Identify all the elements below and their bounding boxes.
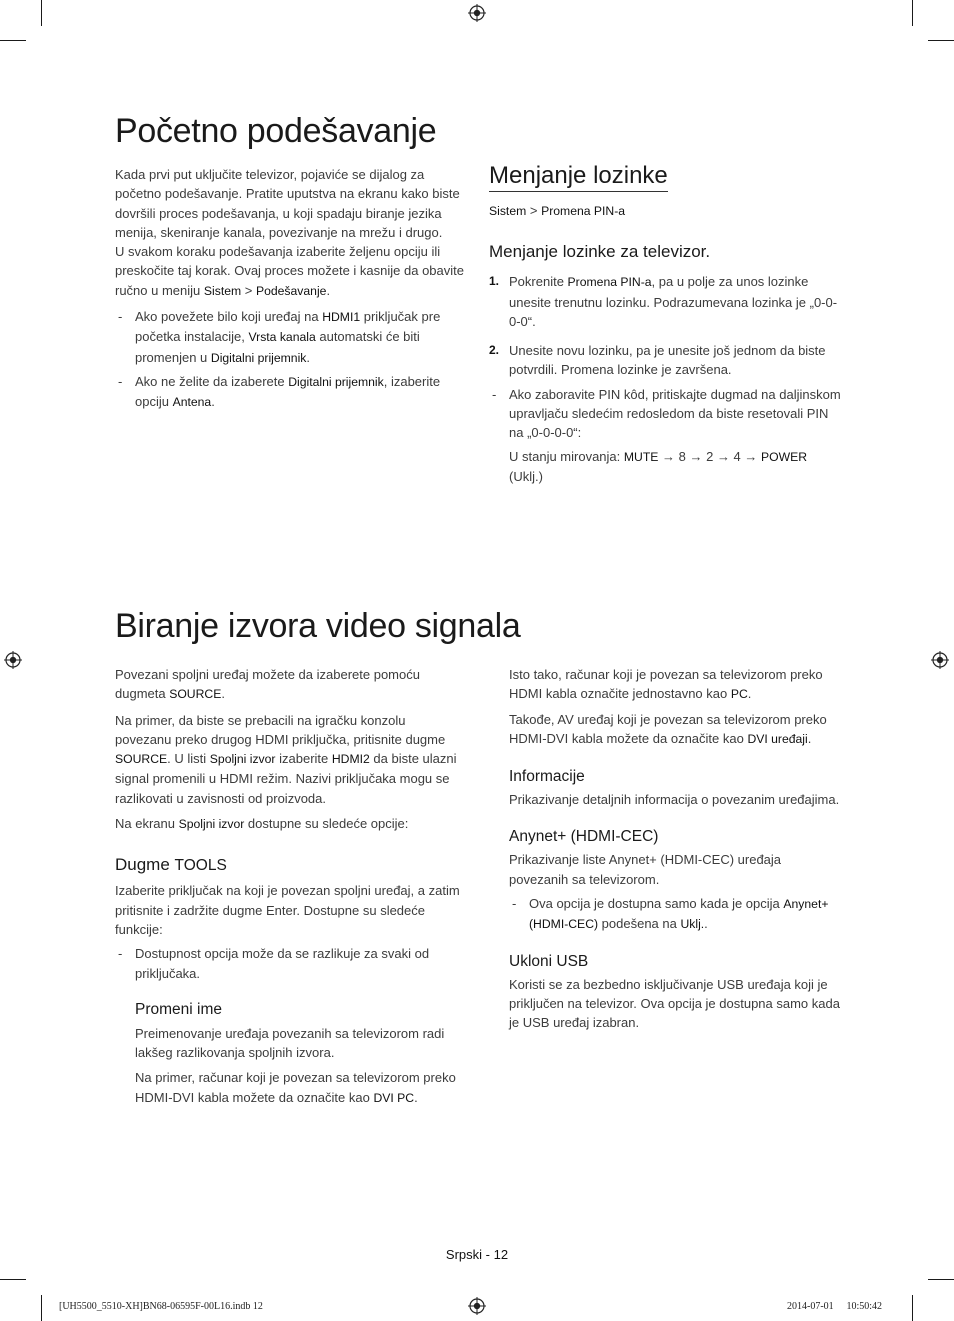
footer-timestamp: 2014-07-01   10:50:42 <box>787 1301 882 1312</box>
crop-mark <box>912 0 913 26</box>
note-bullet: - Ova opcija je dostupna samo kada je opcija Anynet+ (HDMI-CEC) podešena na Uklj.. <box>512 896 829 932</box>
note-bullet: - Ako povežete bilo koji uređaj na HDMI1 priključak pre početka instalacije, Vrsta kanala automatski će biti promenjen u Digitalni prijemnik. <box>118 309 441 365</box>
option-title: Ukloni USB <box>509 952 589 970</box>
note-bullet: - Ako zaboravite PIN kôd, pritiskajte dugmad na daljinskom upravljaču sledećim redosledom da biste resetovali PIN na „0-0-0-0“: <box>492 386 841 441</box>
paragraph: Koristi se za bezbedno isključivanje USB uređaja koji je priključen na televizor. Ova opcija je dostupna samo kada je USB uređaj izabran. <box>509 976 840 1031</box>
crop-mark <box>928 40 954 41</box>
page-number: Srpski - 12 <box>445 1247 509 1262</box>
option-title: Informacije <box>509 768 585 786</box>
registration-mark-icon <box>468 1297 486 1315</box>
biranje-left-column <box>115 665 465 1108</box>
button-sequence: U stanju mirovanja: MUTE → 8 → 2 → 4 → POWER (Uklj.) <box>509 448 808 484</box>
paragraph: Prikazivanje detaljnih informacija o povezanim uređajima. <box>509 792 840 808</box>
paragraph: Takođe, AV uređaj koji je povezan sa televizorom preko HDMI-DVI kabla možete da označite kao DVI uređaji. <box>509 711 827 746</box>
footer-file-info: [UH5500_5510-XH]BN68-06595F-00L16.indb 12 <box>59 1301 263 1312</box>
paragraph: Prikazivanje liste Anynet+ (HDMI-CEC) uređaja povezanih sa televizorom. <box>509 852 782 887</box>
step-item: 1. Pokrenite Promena PIN-a, pa u polje za unos lozinke unesite trenutnu lozinku. Podrazumevana lozinka je „0-0-0-0“. <box>489 274 838 329</box>
option-title: Anynet+ (HDMI-CEC) <box>509 828 659 846</box>
note-bullet: - Ako ne želite da izaberete Digitalni prijemnik, izaberite opciju Antena. <box>118 373 441 410</box>
crop-mark <box>0 1279 26 1280</box>
biranje-right-column <box>509 665 841 1033</box>
paragraph: Na primer, da biste se prebacili na igračku konzolu povezanu preko drugog HDMI priključka, pritisnite dugme SOURCE. U listi Spoljni izvor izaberite HDMI2 da biste ulazni signal promenili u HDMI režim. Nazivi priključaka mogu se razlikovati u zavisnosti od proizvoda. <box>115 712 457 806</box>
subsection-title-lozinka: Menjanje lozinke <box>489 162 841 192</box>
section-title-biranje: Biranje izvora video signala <box>115 607 521 645</box>
crop-mark <box>928 1279 954 1280</box>
pocetno-column <box>115 165 465 413</box>
note-bullet: - Dostupnost opcija može da se razlikuje za svaki od priključaka. <box>118 946 430 981</box>
crop-mark <box>0 40 26 41</box>
paragraph: Preimenovanje uređaja povezanih sa televizorom radi lakšeg razlikovanja spoljnih izvora. <box>135 1025 445 1061</box>
lozinka-column <box>489 162 841 486</box>
paragraph: Na ekranu Spoljni izvor dostupne su sledeće opcije: <box>115 816 409 832</box>
crop-mark <box>41 1295 42 1321</box>
step-item: 2. Unesite novu lozinku, pa je unesite još jednom da biste potvrdili. Promena lozinke je završena. <box>489 343 826 378</box>
registration-mark-icon <box>468 4 486 22</box>
paragraph: Povezani spoljni uređaj možete da izaberete pomoću dugmeta SOURCE. <box>115 667 420 702</box>
registration-mark-icon <box>931 651 949 669</box>
crop-mark <box>912 1295 913 1321</box>
paragraph: Isto tako, računar koji je povezan sa televizorom preko HDMI kabla označite jednostavno kao PC. <box>509 667 823 702</box>
tools-title: Dugme TOOLS <box>115 855 227 875</box>
paragraph: Na primer, računar koji je povezan sa televizorom preko HDMI-DVI kabla možete da označite kao DVI PC. <box>135 1070 456 1105</box>
intro-paragraph: Kada prvi put uključite televizor, pojaviće se dijalog za početno podešavanje. Pratite uputstva na ekranu kako biste dovršili proces podešavanja, u koji spadaju biranje jezika menija, skeniranje kanala, povezivanje na mrežu i drugo. U svakom koraku podešavanja izaberite željenu opciju ili preskočite taj korak. Ovaj proces možete i kasnije da obavite ručno u meniju Sistem > Podešavanje. <box>115 167 465 298</box>
section-title-pocetno: Početno podešavanje <box>115 112 437 150</box>
menu-path: Sistem > Promena PIN-a <box>489 203 626 218</box>
crop-mark <box>41 0 42 26</box>
registration-mark-icon <box>4 651 22 669</box>
procedure-title: Menjanje lozinke za televizor. <box>489 242 711 262</box>
option-title: Promeni ime <box>135 1000 222 1018</box>
paragraph: Izaberite priključak na koji je povezan spoljni uređaj, a zatim pritisnite i zadržite dugme Enter. Dostupne su sledeće funkcije: <box>115 883 460 937</box>
